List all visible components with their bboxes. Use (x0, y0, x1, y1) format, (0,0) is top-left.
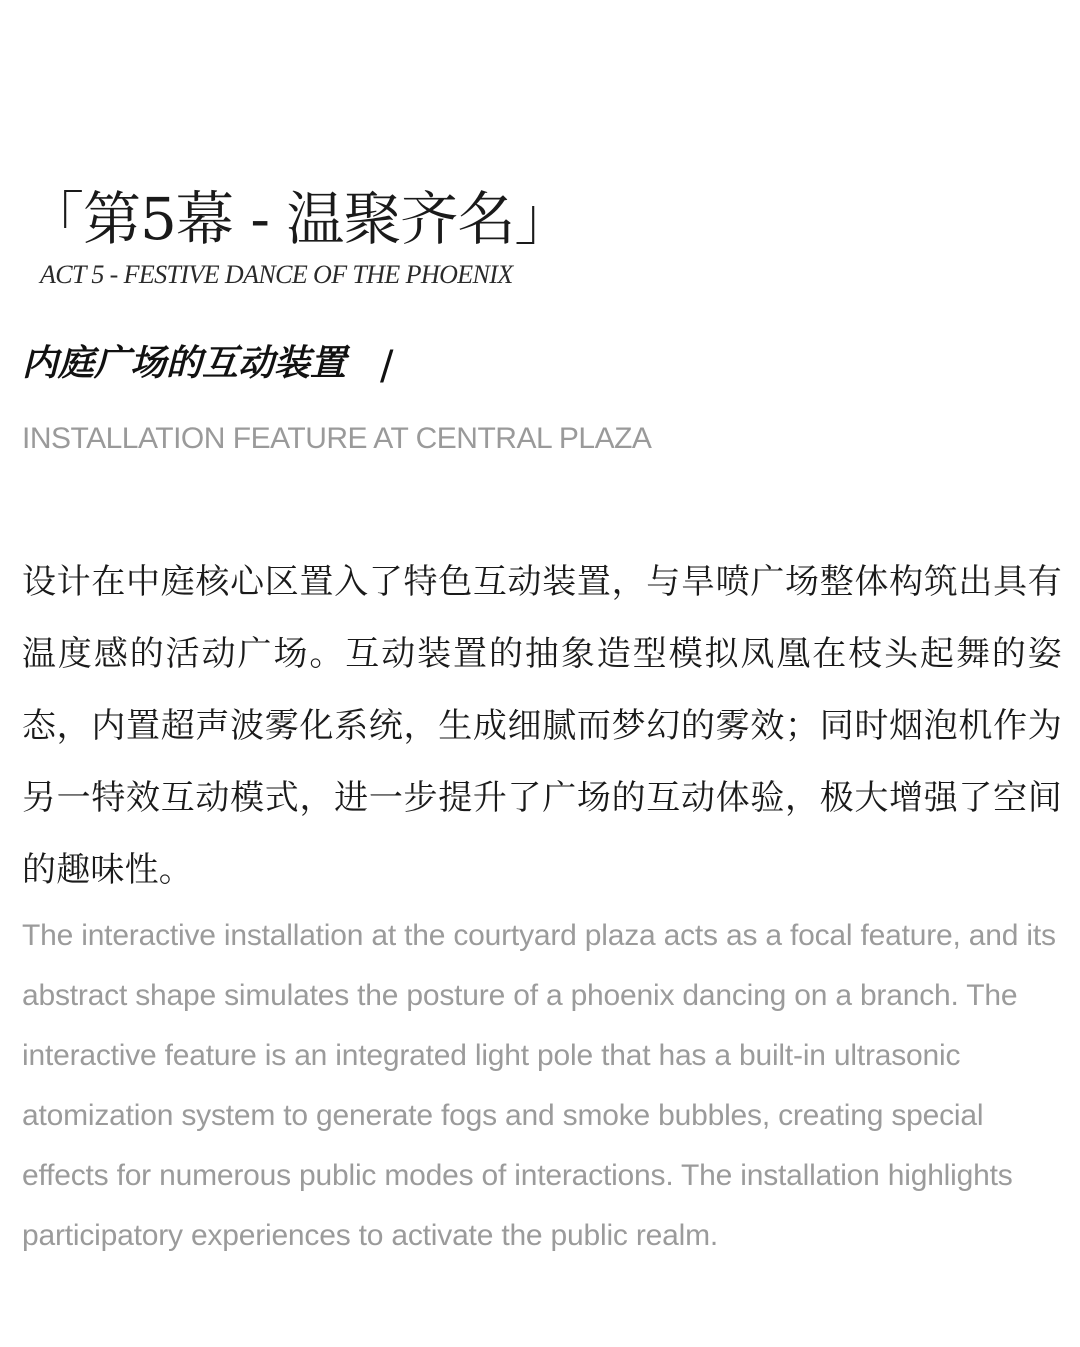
body-text-english: The interactive installation at the courtyard plaza acts as a focal feature, and its abstract shape simulates the posture of a phoenix dancing on a branch. The interactive feature is an integrated light pole that has a built-in ultrasonic atomization system to generate fogs and smoke bubbles, creating special effects for numerous public modes of interactions. The installation highlights participatory experiences to activate the public realm. (22, 919, 1056, 1252)
act-subtitle: ACT 5 - FESTIVE DANCE OF THE PHOENIX (40, 260, 513, 289)
section-subheading: INSTALLATION FEATURE AT CENTRAL PLAZA (22, 422, 652, 455)
section-heading: 内庭广场的互动装置 (22, 343, 347, 384)
body-text-chinese: 设计在中庭核心区置入了特色互动装置，与旱喷广场整体构筑出具有温度感的活动广场。互动装置的抽象造型模拟凤凰在枝头起舞的姿态，内置超声波雾化系统，生成细腻而梦幻的雾效；同时烟泡机作为另一特效互动模式，进一步提升了广场的互动体验，极大增强了空间的趣味性。 (22, 562, 1062, 890)
act-title: 「第5幕 - 温聚齐名」 (26, 185, 572, 253)
section-slash: / (380, 343, 394, 389)
